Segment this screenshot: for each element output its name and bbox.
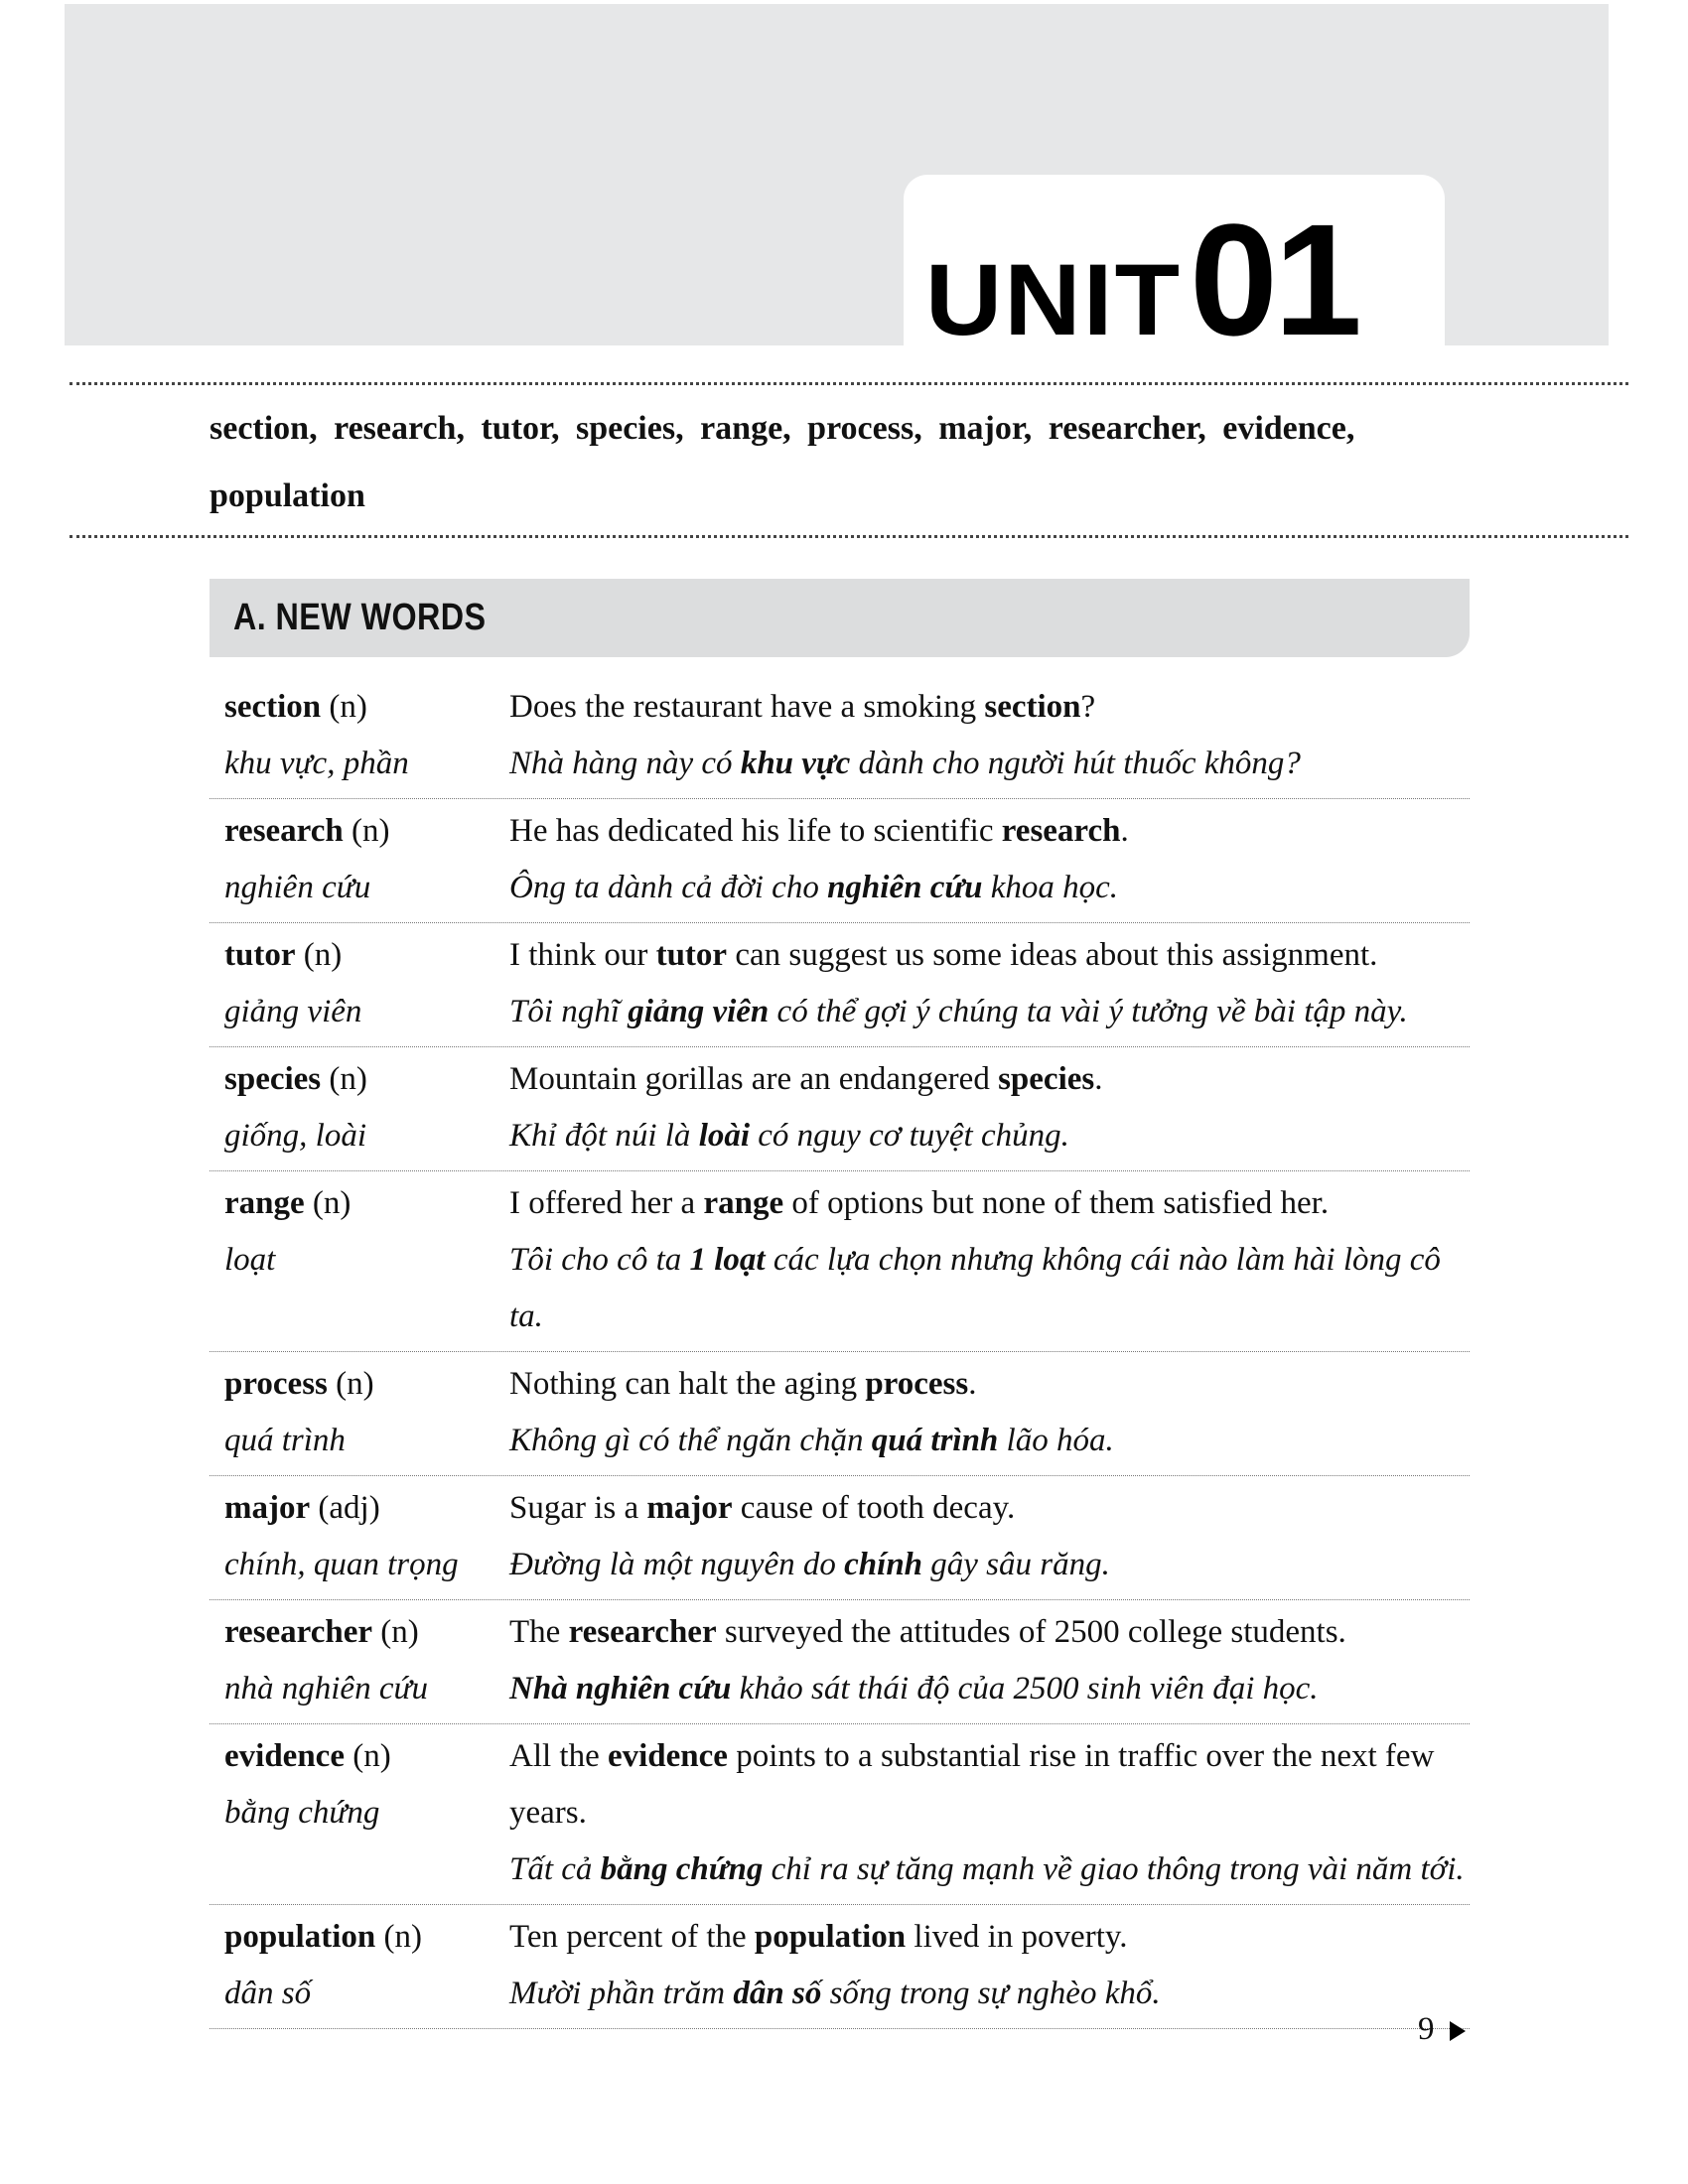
- text: Sugar is a: [509, 1490, 647, 1526]
- text: chỉ ra sự tăng mạnh về giao thông trong vài năm tới.: [763, 1851, 1465, 1887]
- word-meaning: quá trình: [224, 1423, 346, 1458]
- vocab-row: [210, 923, 1470, 1047]
- example-vietnamese: [509, 984, 1470, 1040]
- word: major: [224, 1490, 311, 1526]
- highlight: evidence: [607, 1738, 728, 1774]
- example-english: [509, 1051, 1470, 1108]
- text: Không gì có thể ngăn chặn: [509, 1423, 872, 1458]
- example-english: [509, 1909, 1470, 1966]
- highlight: process: [865, 1366, 969, 1402]
- vocab-row: [210, 1352, 1470, 1476]
- word: range: [224, 1185, 305, 1221]
- highlight: species: [998, 1061, 1095, 1097]
- unit-number: 01: [1189, 191, 1358, 368]
- highlight: range: [703, 1185, 784, 1221]
- word-cell: [210, 1175, 509, 1345]
- text: He has dedicated his life to scientific: [509, 813, 1002, 849]
- part-of-speech: (adj): [318, 1490, 380, 1526]
- example-cell: [509, 803, 1470, 916]
- part-of-speech: (n): [383, 1919, 422, 1955]
- part-of-speech: (n): [329, 689, 367, 725]
- text: Tôi nghĩ: [509, 994, 629, 1029]
- example-english: [509, 803, 1470, 860]
- example-english: [509, 679, 1470, 736]
- text: có thể gợi ý chúng ta vài ý tưởng về bài tập này.: [769, 994, 1408, 1029]
- part-of-speech: (n): [336, 1366, 374, 1402]
- word-meaning: dân số: [224, 1976, 312, 2011]
- highlight: research: [1001, 813, 1121, 849]
- word-cell: [210, 1480, 509, 1593]
- word-cell: [210, 1051, 509, 1164]
- highlight: tutor: [655, 937, 728, 973]
- word-cell: [210, 1356, 509, 1469]
- word-cell: [210, 1604, 509, 1717]
- example-english: [509, 1728, 1470, 1842]
- text: lived in poverty.: [906, 1919, 1128, 1955]
- vocabulary-table: [210, 675, 1470, 2029]
- example-english: [509, 1175, 1470, 1232]
- word: species: [224, 1061, 322, 1097]
- page-number: 9: [1418, 2011, 1435, 2047]
- example-cell: [509, 679, 1470, 792]
- highlight: nghiên cứu: [827, 870, 983, 905]
- text: Does the restaurant have a smoking: [509, 689, 985, 725]
- highlight: dân số: [733, 1976, 822, 2011]
- text: gây sâu răng.: [922, 1547, 1110, 1582]
- word-meaning: bằng chứng: [224, 1795, 380, 1831]
- highlight: chính: [844, 1547, 923, 1582]
- text: dành cho người hút thuốc không?: [850, 746, 1301, 781]
- text: I offered her a: [509, 1185, 704, 1221]
- highlight: khu vực: [740, 746, 851, 781]
- vocab-row: [210, 1047, 1470, 1171]
- highlight: quá trình: [871, 1423, 999, 1458]
- text: Tôi cho cô ta: [509, 1242, 690, 1278]
- vocab-row: [210, 799, 1470, 923]
- text: sống trong sự nghèo khổ.: [821, 1976, 1161, 2011]
- text: Đường là một nguyên do: [509, 1547, 845, 1582]
- example-cell: [509, 1356, 1470, 1469]
- word-meaning: khu vực, phần: [224, 746, 409, 781]
- next-arrow-icon: [1450, 2021, 1466, 2041]
- text: khảo sát thái độ của 2500 sinh viên đại học.: [731, 1671, 1319, 1706]
- text: Khỉ đột núi là: [509, 1118, 699, 1154]
- text: .: [1094, 1061, 1103, 1097]
- example-cell: [509, 1604, 1470, 1717]
- example-english: [509, 1604, 1470, 1661]
- highlight: researcher: [568, 1614, 717, 1650]
- part-of-speech: (n): [312, 1185, 352, 1221]
- text: I think our: [509, 937, 656, 973]
- part-of-speech: (n): [329, 1061, 367, 1097]
- word: evidence: [224, 1738, 345, 1774]
- word-meaning: nhà nghiên cứu: [224, 1671, 428, 1706]
- example-cell: [509, 1909, 1470, 2022]
- highlight: giảng viên: [628, 994, 770, 1029]
- word: population: [224, 1919, 376, 1955]
- example-vietnamese: [509, 736, 1470, 792]
- word-cell: [210, 679, 509, 792]
- text: Mười phần trăm: [509, 1976, 734, 2011]
- example-cell: [509, 1480, 1470, 1593]
- text: of options but none of them satisfied her.: [783, 1185, 1330, 1221]
- text: points to a substantial rise in traffic over the next few years.: [509, 1738, 1435, 1831]
- highlight: loài: [698, 1118, 751, 1154]
- example-cell: [509, 1051, 1470, 1164]
- part-of-speech: (n): [303, 937, 343, 973]
- example-vietnamese: [509, 1842, 1470, 1898]
- text: The: [509, 1614, 569, 1650]
- unit-title: [924, 189, 1358, 371]
- text: ?: [1080, 689, 1096, 725]
- highlight: section: [984, 689, 1081, 725]
- word-meaning: nghiên cứu: [224, 870, 371, 905]
- vocab-row: [210, 1476, 1470, 1600]
- word-meaning: loạt: [224, 1242, 276, 1278]
- unit-word: UNIT: [924, 243, 1183, 356]
- word: research: [224, 813, 344, 849]
- section-header: [210, 579, 1470, 657]
- word-meaning: giống, loài: [224, 1118, 367, 1154]
- vocab-row: [210, 1600, 1470, 1724]
- example-vietnamese: [509, 1413, 1470, 1469]
- part-of-speech: (n): [352, 1738, 391, 1774]
- word: tutor: [224, 937, 296, 973]
- divider-top: [70, 382, 1628, 385]
- text: Ten percent of the: [509, 1919, 755, 1955]
- example-english: [509, 927, 1470, 984]
- text: lão hóa.: [998, 1423, 1114, 1458]
- vocab-row: [210, 675, 1470, 799]
- word: researcher: [224, 1614, 373, 1650]
- text: surveyed the attitudes of 2500 college students.: [716, 1614, 1346, 1650]
- text: Ông ta dành cả đời cho: [509, 870, 828, 905]
- part-of-speech: (n): [352, 813, 390, 849]
- text: .: [968, 1366, 977, 1402]
- text: Mountain gorillas are an endangered: [509, 1061, 999, 1097]
- highlight: population: [754, 1919, 907, 1955]
- word-cell: [210, 803, 509, 916]
- highlight: Nhà nghiên cứu: [509, 1671, 732, 1706]
- example-vietnamese: [509, 1661, 1470, 1717]
- example-english: [509, 1356, 1470, 1413]
- highlight: bằng chứng: [600, 1851, 764, 1887]
- word-meaning: giảng viên: [224, 994, 362, 1029]
- vocab-row: [210, 1171, 1470, 1352]
- vocab-row: [210, 1724, 1470, 1905]
- example-vietnamese: [509, 1966, 1470, 2022]
- example-vietnamese: [509, 860, 1470, 916]
- text: Tất cả: [509, 1851, 601, 1887]
- example-english: [509, 1480, 1470, 1537]
- text: .: [1120, 813, 1129, 849]
- word-meaning: chính, quan trọng: [224, 1547, 459, 1582]
- word-cell: [210, 1728, 509, 1898]
- text: Nhà hàng này có: [509, 746, 741, 781]
- word: process: [224, 1366, 328, 1402]
- part-of-speech: (n): [380, 1614, 419, 1650]
- highlight: 1 loạt: [689, 1242, 766, 1278]
- keyword-list: section, research, tutor, species, range, process, major, researcher, evidence, population: [210, 410, 1355, 514]
- text: khoa học.: [982, 870, 1119, 905]
- section-title: A. NEW WORDS: [233, 597, 487, 638]
- highlight: major: [646, 1490, 733, 1526]
- vocab-row: [210, 1905, 1470, 2029]
- word-cell: [210, 1909, 509, 2022]
- example-cell: [509, 1175, 1470, 1345]
- example-cell: [509, 1728, 1470, 1898]
- example-vietnamese: [509, 1108, 1470, 1164]
- text: can suggest us some ideas about this assignment.: [727, 937, 1378, 973]
- word: section: [224, 689, 322, 725]
- text: All the: [509, 1738, 608, 1774]
- example-cell: [509, 927, 1470, 1040]
- word-cell: [210, 927, 509, 1040]
- text: Nothing can halt the aging: [509, 1366, 866, 1402]
- text: có nguy cơ tuyệt chủng.: [750, 1118, 1069, 1154]
- example-vietnamese: [509, 1232, 1470, 1345]
- text: cause of tooth decay.: [732, 1490, 1016, 1526]
- text: các lựa chọn nhưng không cái nào làm hài lòng cô ta.: [509, 1242, 1441, 1334]
- example-vietnamese: [509, 1537, 1470, 1593]
- divider-bottom: [70, 535, 1628, 538]
